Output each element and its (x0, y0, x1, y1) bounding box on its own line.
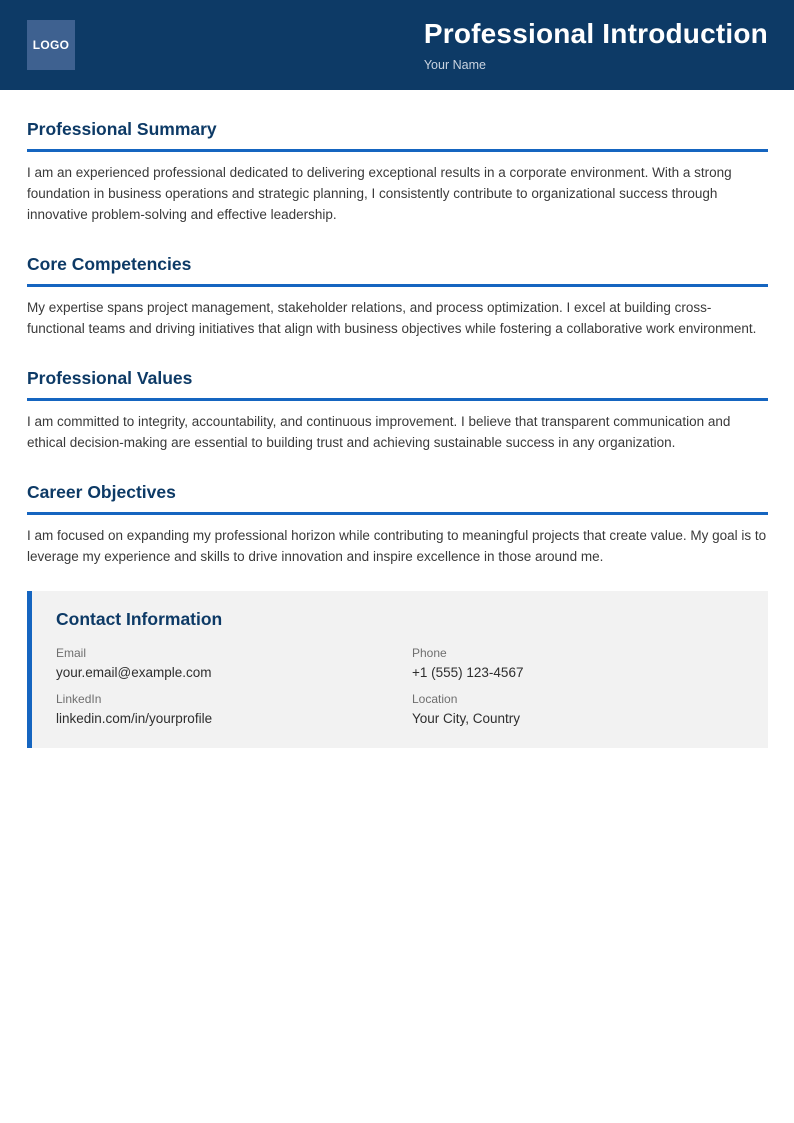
section-heading: Core Competencies (27, 254, 768, 287)
location-value: Your City, Country (412, 711, 521, 726)
section-body: I am focused on expanding my professional horizon while contributing to meaningful projects that create value. My goal is to leverage my experience and skills to drive innovation and inspire excellence in those around me. (27, 528, 767, 564)
contact-field-phone (412, 646, 744, 680)
section-heading: Professional Values (27, 368, 768, 401)
section-professional-values (27, 368, 768, 453)
field-label: Location (412, 692, 458, 706)
section-professional-summary (27, 119, 768, 225)
section-career-objectives (27, 482, 768, 567)
field-label: LinkedIn (56, 692, 102, 706)
section-body: I am committed to integrity, accountability, and continuous improvement. I believe that transparent communication and ethical decision-making are essential to building trust and achieving sustainable success in any organization. (27, 414, 731, 450)
logo (27, 20, 75, 70)
author-name: Your Name (423, 57, 486, 72)
section-heading: Career Objectives (27, 482, 768, 515)
contact-grid (56, 646, 744, 726)
field-label: Phone (412, 646, 447, 660)
section-core-competencies (27, 254, 768, 339)
section-heading: Professional Summary (27, 119, 768, 152)
contact-field-email (56, 646, 388, 680)
linkedin-value: linkedin.com/in/yourprofile (56, 711, 213, 726)
page-title: Professional Introduction (423, 18, 768, 50)
contact-heading: Contact Information (56, 609, 223, 629)
document-content (0, 119, 794, 788)
email-value: your.email@example.com (56, 665, 212, 680)
logo-text: LOGO (32, 38, 70, 52)
contact-information-panel (27, 591, 768, 748)
contact-field-location (412, 692, 744, 726)
section-body: I am an experienced professional dedicated to delivering exceptional results in a corporate environment. With a strong foundation in business operations and strategic planning, I consistently contribute to organizational success through innovative problem-solving and effective leadership. (27, 165, 732, 222)
header-title-block (424, 18, 768, 71)
contact-field-linkedin (56, 692, 388, 726)
section-body: My expertise spans project management, stakeholder relations, and process optimization. I excel at building cross-functional teams and driving initiatives that align with business objectives while fostering a collaborative work environment. (27, 300, 757, 336)
page-header (0, 0, 794, 90)
phone-value: +1 (555) 123-4567 (412, 665, 524, 680)
field-label: Email (56, 646, 87, 660)
